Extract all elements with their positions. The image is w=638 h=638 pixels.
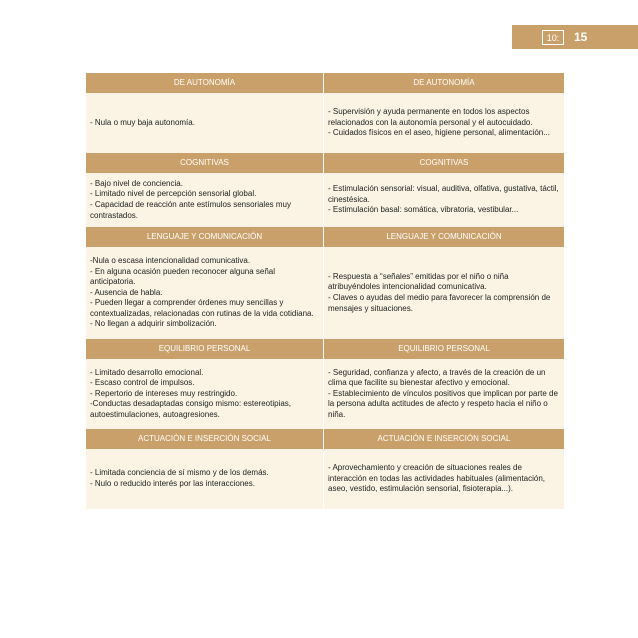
- section-title-left: ACTUACIÓN E INSERCIÓN SOCIAL: [86, 429, 324, 449]
- section-title-right: DE AUTONOMÍA: [324, 73, 565, 93]
- section-title-right: COGNITIVAS: [324, 153, 565, 173]
- brand-logo: 10:: [542, 30, 564, 45]
- section-title-right: ACTUACIÓN E INSERCIÓN SOCIAL: [324, 429, 565, 449]
- section-header-row: [86, 153, 564, 173]
- section-body-row: [86, 93, 564, 153]
- needs-cell: - Nula o muy baja autonomía.: [90, 117, 195, 127]
- responses-cell: - Respuesta a “señales” emitidas por el niño o niña atribuyéndoles intencionalidad comunicativa. - Claves o ayudas del medio para favorecer la comprensión de mensajes y situaciones.: [328, 271, 551, 313]
- needs-cell: -Nula o escasa intencionalidad comunicativa. - En alguna ocasión pueden reconocer alguna señal anticipatoria. - Ausencia de habla. - Pueden llegar a comprender órdenes muy sencillas y contextualizadas, relacionadas con rutinas de la vida cotidiana. - No llegan a adquirir simbolización.: [90, 255, 314, 329]
- needs-cell: - Limitada conciencia de sí mismo y de los demás. - Nulo o reducido interés por las interacciones.: [90, 468, 269, 488]
- section-header-row: [86, 73, 564, 93]
- needs-responses-table: [86, 73, 564, 509]
- section-body-row: [86, 247, 564, 339]
- section-title-right: LENGUAJE Y COMUNICACIÓN: [324, 227, 565, 247]
- section-title-left: DE AUTONOMÍA: [86, 73, 324, 93]
- needs-cell: - Bajo nivel de conciencia. - Limitado nivel de percepción sensorial global. - Capacidad de reacción ante estímulos sensoriales muy contrastados.: [90, 178, 291, 220]
- section-body-row: [86, 359, 564, 429]
- page-number: 15: [574, 30, 588, 44]
- section-title-left: COGNITIVAS: [86, 153, 324, 173]
- section-header-row: [86, 227, 564, 247]
- section-body-row: [86, 173, 564, 227]
- section-title-left: EQUILIBRIO PERSONAL: [86, 339, 324, 359]
- responses-cell: - Supervisión y ayuda permanente en todos los aspectos relacionados con la autonomía personal y el autocuidado. - Cuidados físicos en el aseo, higiene personal, alimentación...: [328, 107, 550, 138]
- responses-cell: - Estimulación sensorial: visual, auditiva, olfativa, gustativa, táctil, cinestésica. - Estimulación basal: somática, vibratoria, vestibular...: [328, 184, 559, 215]
- responses-cell: - Seguridad, confianza y afecto, a través de la creación de un clima que facilite su bienestar afectivo y emocional. - Establecimiento de vínculos positivos que implican por parte de la persona adulta actitudes de afecto y respeto hacia el niño o niña.: [328, 367, 558, 419]
- section-body-row: [86, 449, 564, 509]
- section-title-right: EQUILIBRIO PERSONAL: [324, 339, 565, 359]
- needs-cell: - Limitado desarrollo emocional. - Escaso control de impulsos. - Repertorio de intereses muy restringido. -Conductas desadaptadas consigo mismo: estereotipias, autoestimulaciones, autoagresiones.: [90, 367, 291, 419]
- section-title-left: LENGUAJE Y COMUNICACIÓN: [86, 227, 324, 247]
- section-header-row: [86, 429, 564, 449]
- page-header-band: [512, 25, 638, 49]
- section-header-row: [86, 339, 564, 359]
- responses-cell: - Aprovechamiento y creación de situaciones reales de interacción en todas las actividades habituales (alimentación, aseo, vestido, estimulación sensorial, fisioterapia...).: [328, 463, 546, 494]
